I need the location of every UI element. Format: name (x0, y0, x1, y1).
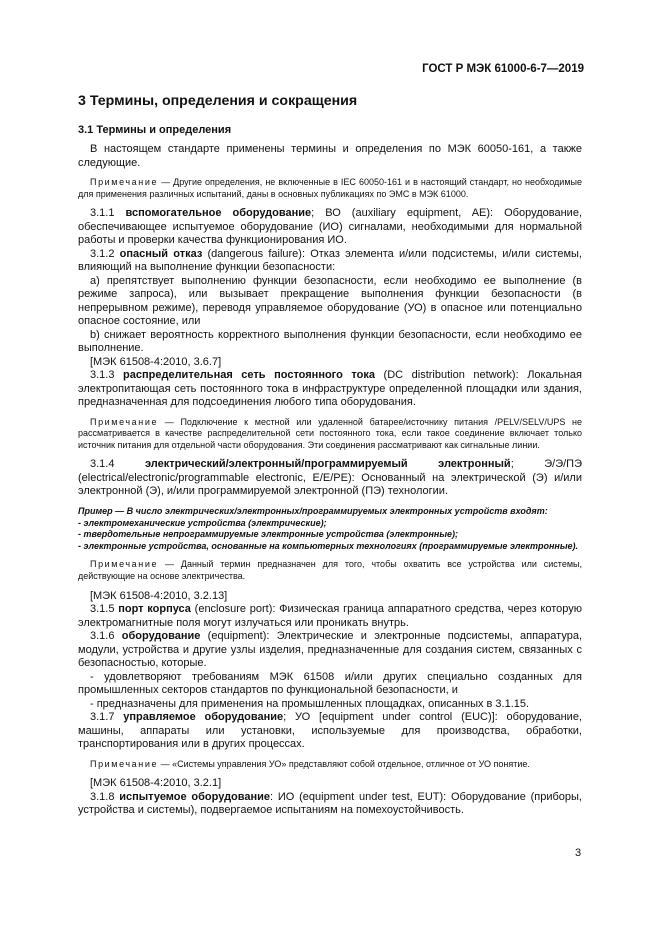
term-3-1-8 (78, 791, 582, 818)
term-3-1-2 (78, 248, 582, 275)
subsection-title: 3.1 Термины и определения (78, 124, 232, 136)
note-label: Примечание (90, 559, 159, 570)
term-definition: ; ВО (auxiliary equipment, AE): Оборудование, обеспечивающее испытуемое оборудование (ИО) сигналами, необходимыми для нормальной работы и проверки качества функционирования ИО. (78, 207, 582, 247)
term-name: оборудование (121, 630, 201, 643)
note-text: — Данный термин предназначен для того, чтобы охватить все устройства или системы, действующие на основе электричества. (78, 559, 582, 581)
note-label: Примечание (90, 758, 159, 769)
list-item-b: b) снижает вероятность корректного выполнения функции безопасности, если необходимо ее выполнение. (78, 328, 582, 355)
term-number: 3.1.7 (90, 711, 124, 724)
term-definition: (enclosure port): Физическая граница аппаратного средства, через которую электромагнитные поля могут излучаться или проникать внутрь. (78, 603, 582, 629)
note-4 (78, 759, 582, 771)
term-name: электрический/электронный/программируемый электронный (144, 458, 511, 471)
example-item: - электронные устройства, основанные на компьютерных технологиях (программируемые электронные). (78, 540, 579, 551)
note-label: Примечание (90, 416, 159, 427)
term-definition: (equipment): Электрические и электронные подсистемы, аппаратура, модули, устройства и другие узлы изделия, предназначенные для создания систем, связанных с безопасностью, которые. (78, 630, 582, 670)
term-definition: : ИО (equipment under test, EUT): Оборудование (приборы, устройства и системы), подвергаемое испытаниям на помехоустойчивость. (78, 790, 582, 817)
term-name: опасный отказ (119, 247, 203, 260)
reference: [МЭК 61508-4:2010, 3.2.13] (90, 589, 228, 602)
section-title: 3 Термины, определения и сокращения (78, 93, 358, 109)
term-name: испытуемое оборудование (119, 790, 271, 803)
term-name: вспомогательное оборудование (125, 207, 312, 220)
page-number: 3 (575, 847, 582, 859)
reference: [МЭК 61508-4:2010, 3.6.7] (90, 355, 222, 368)
note-label: Примечание (90, 177, 159, 187)
note-text: — Другие определения, не включенные в IEC 60050-161 и в настоящий стандарт, но необходимые для применения различных испытаний, даны в основных публикациях по ЭМС в МЭК 61000. (78, 177, 582, 199)
term-definition: (dangerous failure): Отказ элемента и/или подсистемы, и/или системы, влияющий на выполнение функции безопасности: (78, 247, 582, 274)
document-header: ГОСТ Р МЭК 61000-6-7—2019 (422, 63, 584, 75)
term-number: 3.1.4 (90, 458, 145, 471)
list-item: - предназначены для применения на промышленных площадках, описанных в 3.1.15. (90, 697, 530, 710)
document-body (78, 139, 582, 818)
term-number: 3.1.5 (90, 603, 119, 616)
term-definition: (DC distribution network): Локальная электропитающая сеть постоянного тока в инфраструктуре определенной площадки или здания, предназначенная для подсоединения любого типа оборудования. (78, 369, 582, 409)
term-name: порт корпуса (118, 603, 191, 616)
example-item: - твердотельные непрограммируемые электронные устройства (электронные); (78, 529, 458, 540)
list-item: - удовлетворяют требованиям МЭК 61508 и/или других специально созданных для промышленных секторов стандартов по функциональной безопасности, и (78, 670, 582, 697)
term-number: 3.1.8 (90, 790, 120, 803)
note-1 (78, 177, 582, 200)
term-name: распределительная сеть постоянного тока (123, 369, 375, 382)
note-text: — Подключение к местной или удаленной батарее/источнику питания /PELV/SELV/UPS не рассматривается в качестве распределительной сети постоянного тока, если такое соединение включает только источник питания для отдельной части оборудования. Эти соединения рассматривают как сигнальные линии. (78, 416, 582, 450)
term-definition: ; УО [equipment under control (EUC)]: оборудование, машины, аппараты или установки, используемые для производства, обработки, транспортирования или в других процессах. (78, 711, 582, 751)
term-number: 3.1.3 (90, 369, 124, 382)
term-3-1-6 (78, 630, 582, 671)
reference: [МЭК 61508-4:2010, 3.2.1] (90, 777, 222, 790)
term-definition: ; Э/Э/ПЭ (electrical/electronic/programmable electronic, E/E/PE): Основанный на электрической (Э) и/или электронной (Э), и/или программируемой электронной (ПЭ) технологии. (78, 458, 582, 498)
note-2 (78, 417, 582, 452)
term-3-1-5 (78, 603, 582, 630)
term-name: управляемое оборудование (123, 711, 284, 724)
term-number: 3.1.6 (90, 630, 122, 643)
example-item: - электромеханические устройства (электрические); (78, 517, 327, 528)
note-3 (78, 559, 582, 582)
term-number: 3.1.1 (90, 207, 126, 220)
intro-paragraph: В настоящем стандарте применены термины и определения по МЭК 60050-161, а также следующие. (78, 143, 582, 169)
term-3-1-1 (78, 207, 582, 248)
note-text: — «Системы управления УО» представляют собой отдельное, отличное от УО понятие. (158, 758, 530, 769)
example-intro: Пример — В число электрических/электронных/программируемых электронных устройств входят: (78, 505, 548, 516)
term-3-1-7 (78, 711, 582, 752)
term-3-1-3 (78, 369, 582, 410)
term-number: 3.1.2 (90, 247, 120, 260)
term-3-1-4 (78, 458, 582, 499)
list-item-a: a) препятствует выполнению функции безопасности, если необходимо ее выполнение (в режиме запроса), или вызывает прекращение выполнения функции безопасности (в непрерывном режиме), переводя управляемое оборудование (УО) в опасное или потенциально опасное состояние, или (78, 274, 582, 328)
